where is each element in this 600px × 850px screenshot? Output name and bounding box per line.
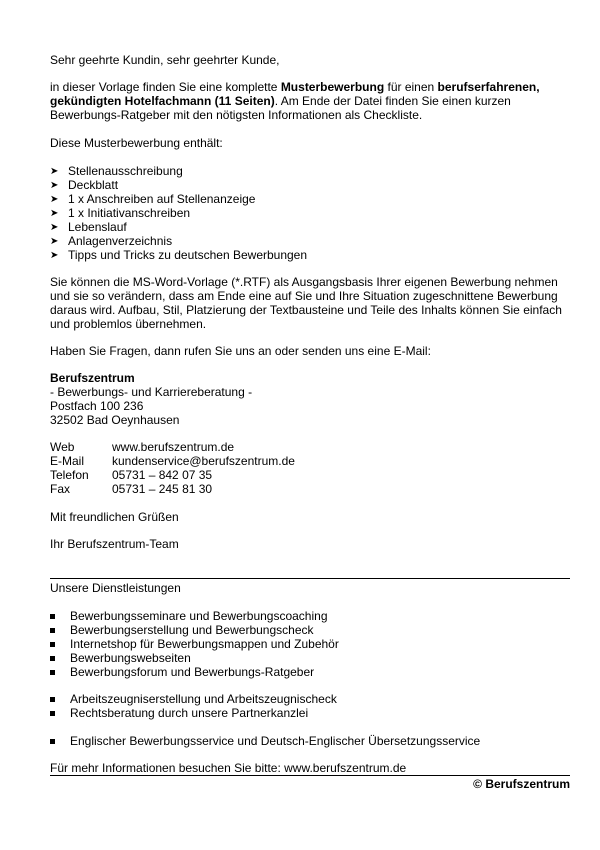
intro-line-2 bbox=[50, 94, 511, 108]
arrow-bullet-icon: ➤ bbox=[50, 208, 59, 219]
usage-line: Sie können die MS-Word-Vorlage (*.RTF) als Ausgangsbasis Ihrer eigenen Bewerbung nehmen bbox=[50, 275, 558, 289]
list-item: Englischer Bewerbungsservice und Deutsch-Englischer Übersetzungsservice bbox=[70, 734, 480, 748]
closing: Mit freundlichen Grüßen bbox=[50, 510, 179, 524]
list-item: Bewerbungsforum und Bewerbungs-Ratgeber bbox=[70, 665, 314, 679]
intro-bold: gekündigten Hotelfachmann (11 Seiten) bbox=[50, 94, 275, 108]
square-bullet-icon bbox=[50, 697, 55, 702]
contact-value: 05731 – 245 81 30 bbox=[112, 482, 213, 496]
square-bullet-icon bbox=[50, 739, 55, 744]
list-item: ➤ 1 x Initiativanschreiben bbox=[50, 206, 191, 220]
list-item: Bewerbungswebseiten bbox=[70, 651, 191, 665]
contact-key: E-Mail bbox=[50, 454, 85, 468]
arrow-bullet-icon: ➤ bbox=[50, 222, 59, 233]
address-line: 32502 Bad Oeynhausen bbox=[50, 413, 180, 427]
contact-value: kundenservice@berufszentrum.de bbox=[112, 454, 295, 468]
list-item: Bewerbungsseminare und Bewerbungscoaching bbox=[70, 609, 328, 623]
usage-line: daraus wird. Aufbau, Stil, Platzierung der Textbausteine und Teile des Inhalts können Sie einfach bbox=[50, 303, 562, 317]
intro-bold: Musterbewerbung bbox=[280, 80, 385, 94]
address-line: - Bewerbungs- und Karriereberatung - bbox=[50, 385, 253, 399]
intro-bold: berufserfahrenen, bbox=[437, 80, 540, 94]
list-item: ➤ Stellenausschreibung bbox=[50, 164, 183, 178]
address-line: Postfach 100 236 bbox=[50, 399, 144, 413]
intro-text: . Am Ende der Datei finden Sie einen kurzen bbox=[274, 94, 511, 108]
intro-line-3: Bewerbungs-Ratgeber mit den nötigsten Informationen als Checkliste. bbox=[50, 108, 423, 122]
arrow-bullet-icon: ➤ bbox=[50, 194, 59, 205]
contents-heading: Diese Musterbewerbung enthält: bbox=[50, 136, 223, 150]
intro-text: für einen bbox=[384, 80, 438, 94]
questions-text: Haben Sie Fragen, dann rufen Sie uns an oder senden uns eine E-Mail: bbox=[50, 344, 431, 358]
services-heading: Unsere Dienstleistungen bbox=[50, 581, 181, 595]
list-item: ➤ Lebenslauf bbox=[50, 220, 127, 234]
contact-value: 05731 – 842 07 35 bbox=[112, 468, 213, 482]
list-item: ➤ Tipps und Tricks zu deutschen Bewerbungen bbox=[50, 248, 308, 262]
list-item: Rechtsberatung durch unsere Partnerkanzlei bbox=[70, 706, 308, 720]
copyright: © Berufszentrum bbox=[473, 777, 570, 791]
list-item: ➤ 1 x Anschreiben auf Stellenanzeige bbox=[50, 192, 256, 206]
greeting: Sehr geehrte Kundin, sehr geehrter Kunde, bbox=[50, 53, 280, 67]
divider-bottom bbox=[50, 775, 570, 776]
square-bullet-icon bbox=[50, 656, 55, 661]
signature: Ihr Berufszentrum-Team bbox=[50, 537, 179, 551]
arrow-bullet-icon: ➤ bbox=[50, 166, 59, 177]
contact-key: Web bbox=[50, 440, 75, 454]
intro-text: in dieser Vorlage finden Sie eine komplette bbox=[50, 80, 281, 94]
contact-key: Fax bbox=[50, 482, 71, 496]
square-bullet-icon bbox=[50, 711, 55, 716]
square-bullet-icon bbox=[50, 614, 55, 619]
usage-line: und problemlos übernehmen. bbox=[50, 317, 207, 331]
list-item: ➤ Deckblatt bbox=[50, 178, 119, 192]
company-name: Berufszentrum bbox=[50, 371, 135, 385]
divider-top bbox=[50, 578, 570, 579]
list-item: ➤ Anlagenverzeichnis bbox=[50, 234, 173, 248]
arrow-bullet-icon: ➤ bbox=[50, 180, 59, 191]
list-item: Bewerbungserstellung und Bewerbungscheck bbox=[70, 623, 314, 637]
usage-line: und sie so verändern, dass am Ende eine auf Sie und Ihre Situation zugeschnittene Bewerbung bbox=[50, 289, 558, 303]
square-bullet-icon bbox=[50, 628, 55, 633]
list-item: Arbeitszeugniserstellung und Arbeitszeugnischeck bbox=[70, 692, 337, 706]
square-bullet-icon bbox=[50, 642, 55, 647]
arrow-bullet-icon: ➤ bbox=[50, 250, 59, 261]
more-info: Für mehr Informationen besuchen Sie bitte: www.berufszentrum.de bbox=[50, 761, 407, 775]
list-item: Internetshop für Bewerbungsmappen und Zubehör bbox=[70, 637, 339, 651]
square-bullet-icon bbox=[50, 670, 55, 675]
contact-value: www.berufszentrum.de bbox=[112, 440, 235, 454]
arrow-bullet-icon: ➤ bbox=[50, 236, 59, 247]
contact-key: Telefon bbox=[50, 468, 89, 482]
intro-line-1 bbox=[50, 80, 540, 94]
